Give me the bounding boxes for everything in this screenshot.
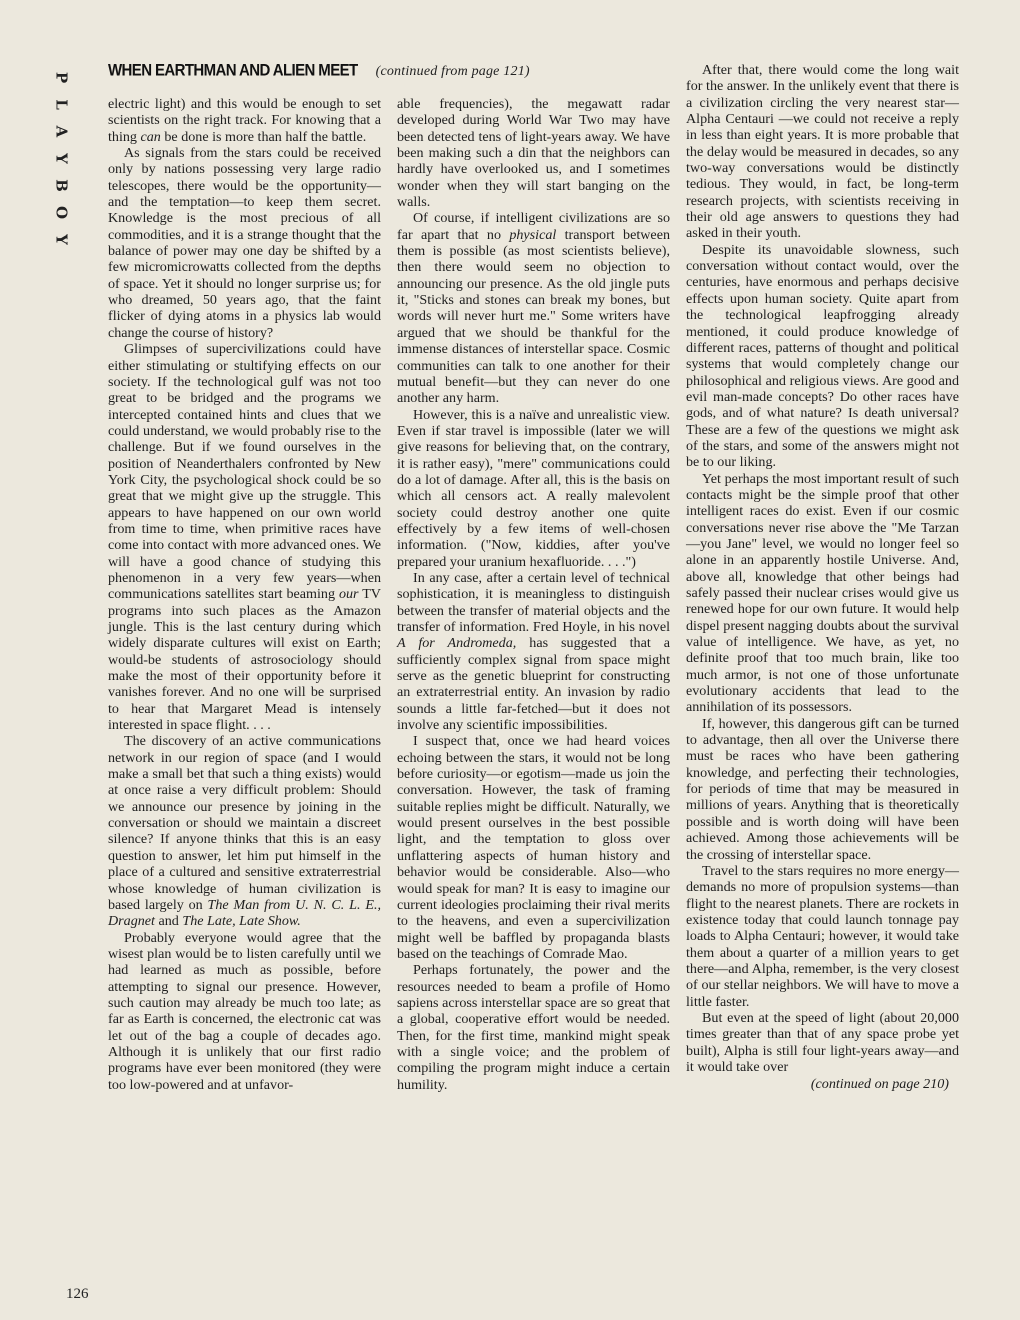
paragraph: Yet perhaps the most important result of such contacts might be the simple proof that other intelligent races do exist. Even if our cosmic conversations never rise above the "Me Tarzan—you Jane" level, we would no longer feel so alone in an apparently hostile Universe. And, above all, knowledge that other beings had safely passed their nuclear crises would give us renewed hope for our own future. It would help dispel present nagging doubts about the survival value of intelligence. We have, as yet, no definite proof that too much brain, like too much armor, is not one of those unfortunate evolutionary accidents that lead to the annihilation of its possessors. — [686, 470, 959, 716]
paragraph: However, this is a naïve and unrealistic view. Even if star travel is impossible (later we will give reasons for believing that, on the contrary, it is rather easy), "mere" communications could do a lot of damage. After all, this is the basis on which all censors act. A really malevolent society could destroy another one quite effectively by a few items of well-chosen information. ("Now, kiddies, after you've prepared your uranium hexafluoride. . . .") — [397, 406, 670, 570]
text-column-3 — [686, 62, 959, 1093]
paragraph: As signals from the stars could be received only by nations possessing very large radio telescopes, there would be the opportunity—and the temptation—to keep them secret. Knowledge is the most precious of all commodities, and it is a strange thought that the balance of power may one day be shifted by a few micromicrowatts collected from the depths of space. Yet it should no longer surprise us; for who dreamed, 50 years ago, that the faint flicker of dying atoms in a physics lab would change the course of history? — [108, 145, 381, 341]
paragraph: Perhaps fortunately, the power and the resources needed to beam a profile of Homo sapiens across interstellar space are so great that a global, cooperative effort would be needed. Then, for the first time, mankind might speak with a single voice; and the problem of compiling the program might induce a certain humility. — [397, 962, 670, 1093]
page-number: 126 — [66, 1286, 89, 1302]
paragraph: I suspect that, once we had heard voices echoing between the stars, it would not be long before curiosity—or egotism—made us join the conversation. However, the task of framing suitable replies might be difficult. Naturally, we would present ourselves in the best possible light, and the temptation to gloss over unflattering aspects of human history and behavior would be considerable. Also—who would speak for man? It is easy to imagine our current ideologies proclaiming their rival merits to the heavens, and even a supercivilization might well be baffled by propaganda blasts based on the teachings of Comrade Mao. — [397, 733, 670, 962]
paragraph: Glimpses of supercivilizations could have either stimulating or stultifying effects on our society. If the technological gulf was not too great to be bridged and the programs we intercepted contained hints and clues that we could understand, we would probably rise to the challenge. But if we found ourselves in the position of Neanderthalers confronted by New York City, the psychological shock could be so great that we might give up the struggle. This appears to have happened on our own world from time to time, when primitive races have come into contact with more advanced ones. We will have a good chance of studying this phenomenon in a very few years—when communications satellites start beaming our TV programs into such places as the Amazon jungle. This is the last century during which widely disparate cultures will exist on Earth; would-be students of astrosociology should make the most of their opportunity before it vanishes forever. And no one will be surprised to hear that Margaret Mead is intensely interested in space flight. . . . — [108, 341, 381, 734]
magazine-letter: L — [52, 99, 71, 110]
magazine-letter: B — [52, 179, 71, 192]
paragraph: If, however, this dangerous gift can be turned to advantage, then all over the Universe there must be races who have been gathering knowledge, and perfecting their technologies, for periods of time that may be measured in millions of years. Anything that is theoretically possible and is worth doing will have been achieved. Among those achievements will be the crossing of interstellar space. — [686, 715, 959, 863]
magazine-letter: A — [52, 125, 71, 138]
paragraph: electric light) and this would be enough to set scientists on the right track. For knowing that a thing can be done is more than half the battle. — [108, 96, 381, 145]
continued-on: (continued on page 210) — [810, 1076, 949, 1093]
paragraph: But even at the speed of light (about 20,000 times greater than that of any space probe yet built), Alpha is still four light-years away—and it would take over — [686, 1009, 959, 1075]
paragraph: able frequencies), the megawatt radar developed during World War Two may have been detected tens of light-years away. We have been making such a din that the neighbors can hardly have overlooked us, and I sometimes wonder when they will start banging on the walls. — [397, 96, 670, 211]
magazine-name-vertical — [48, 64, 74, 253]
paragraph: Of course, if intelligent civilizations are so far apart that no physical transport between them is possible (as most scientists believe), then there would seem no objection to announcing our presence. As the old jingle puts it, "Sticks and stones can break my bones, but words will never hurt me." Some writers have argued that we should be thankful for the immense distances of interstellar space. Cosmic communities can talk to one another for their mutual benefit—but they can never do one another any harm. — [397, 210, 670, 407]
magazine-letter: Y — [52, 153, 71, 164]
paragraph: Probably everyone would agree that the wisest plan would be to listen carefully until we had learned as much as possible, before attempting to signal our presence. However, such caution may already be much too late; as far as Earth is concerned, the electronic cat was let out of the bag a couple of decades ago. Although it is unlikely that our first radio programs have ever been monitored (they were too low-powered and at unfavor- — [108, 929, 381, 1093]
article-title: WHEN EARTHMAN AND ALIEN MEET — [108, 60, 358, 81]
paragraph: The discovery of an active communications network in our region of space (and I would make a small bet that such a thing exists) would at once raise a very difficult problem: Should we announce our presence by joining in the conversation or should we maintain a discreet silence? If anyone thinks that this is an easy question to answer, let him put himself in the place of a cultured and sensitive extraterrestrial whose knowledge of human civilization is based largely on The Man from U. N. C. L. E., Dragnet and The Late, Late Show. — [108, 733, 381, 930]
paragraph: Despite its unavoidable slowness, such conversation without contact would, over the centuries, have enormous and perhaps decisive effects upon human society. Quite apart from the technological leapfrogging already mentioned, it could produce knowledge of different races, patterns of thought and political systems that would completely change our philosophical and religious views. Are good and evil man-made concepts? Do other races have gods, and of what nature? Is death universal? These are a few of the questions we might ask of the stars, and some of the answers might not be to our liking. — [686, 241, 959, 471]
magazine-letter: O — [52, 205, 71, 220]
text-column-1 — [108, 96, 381, 1093]
article-header — [108, 62, 578, 80]
paragraph: After that, there would come the long wait for the answer. In the unlikely event that there is a civilization circling the very nearest star—Alpha Centauri —we could not receive a reply in less than eight years. It is more probable that the delay would be measured in decades, so any two-way conversations would be distinctly tedious. They would, in fact, be long-term research projects, with scientists receiving in their old age answers to questions they had asked in their youth. — [686, 62, 959, 242]
magazine-letter: Y — [52, 234, 71, 245]
paragraph: In any case, after a certain level of technical sophistication, it is meaningless to distinguish between the transfer of material objects and the transfer of information. Fred Hoyle, in his novel A for Andromeda, has suggested that a sufficiently complex signal from space might serve as the genetic blueprint for constructing an extraterrestrial entity. An invasion by radio sounds a little far-fetched—but it does not involve any scientific impossibilities. — [397, 569, 671, 734]
paragraph: Travel to the stars requires no more energy—demands no more of propulsion systems—than flight to the nearest planets. There are rockets in existence today that could launch tonnage pay loads to Alpha Centauri; however, it would take them about a quarter of a million years to get there—and Alpha, remember, is the very closest of our stellar neighbors. We will have to move a little faster. — [686, 862, 959, 1010]
continued-from: (continued from page 121) — [375, 64, 530, 79]
magazine-letter: P — [52, 71, 71, 84]
text-column-2 — [397, 96, 670, 1093]
